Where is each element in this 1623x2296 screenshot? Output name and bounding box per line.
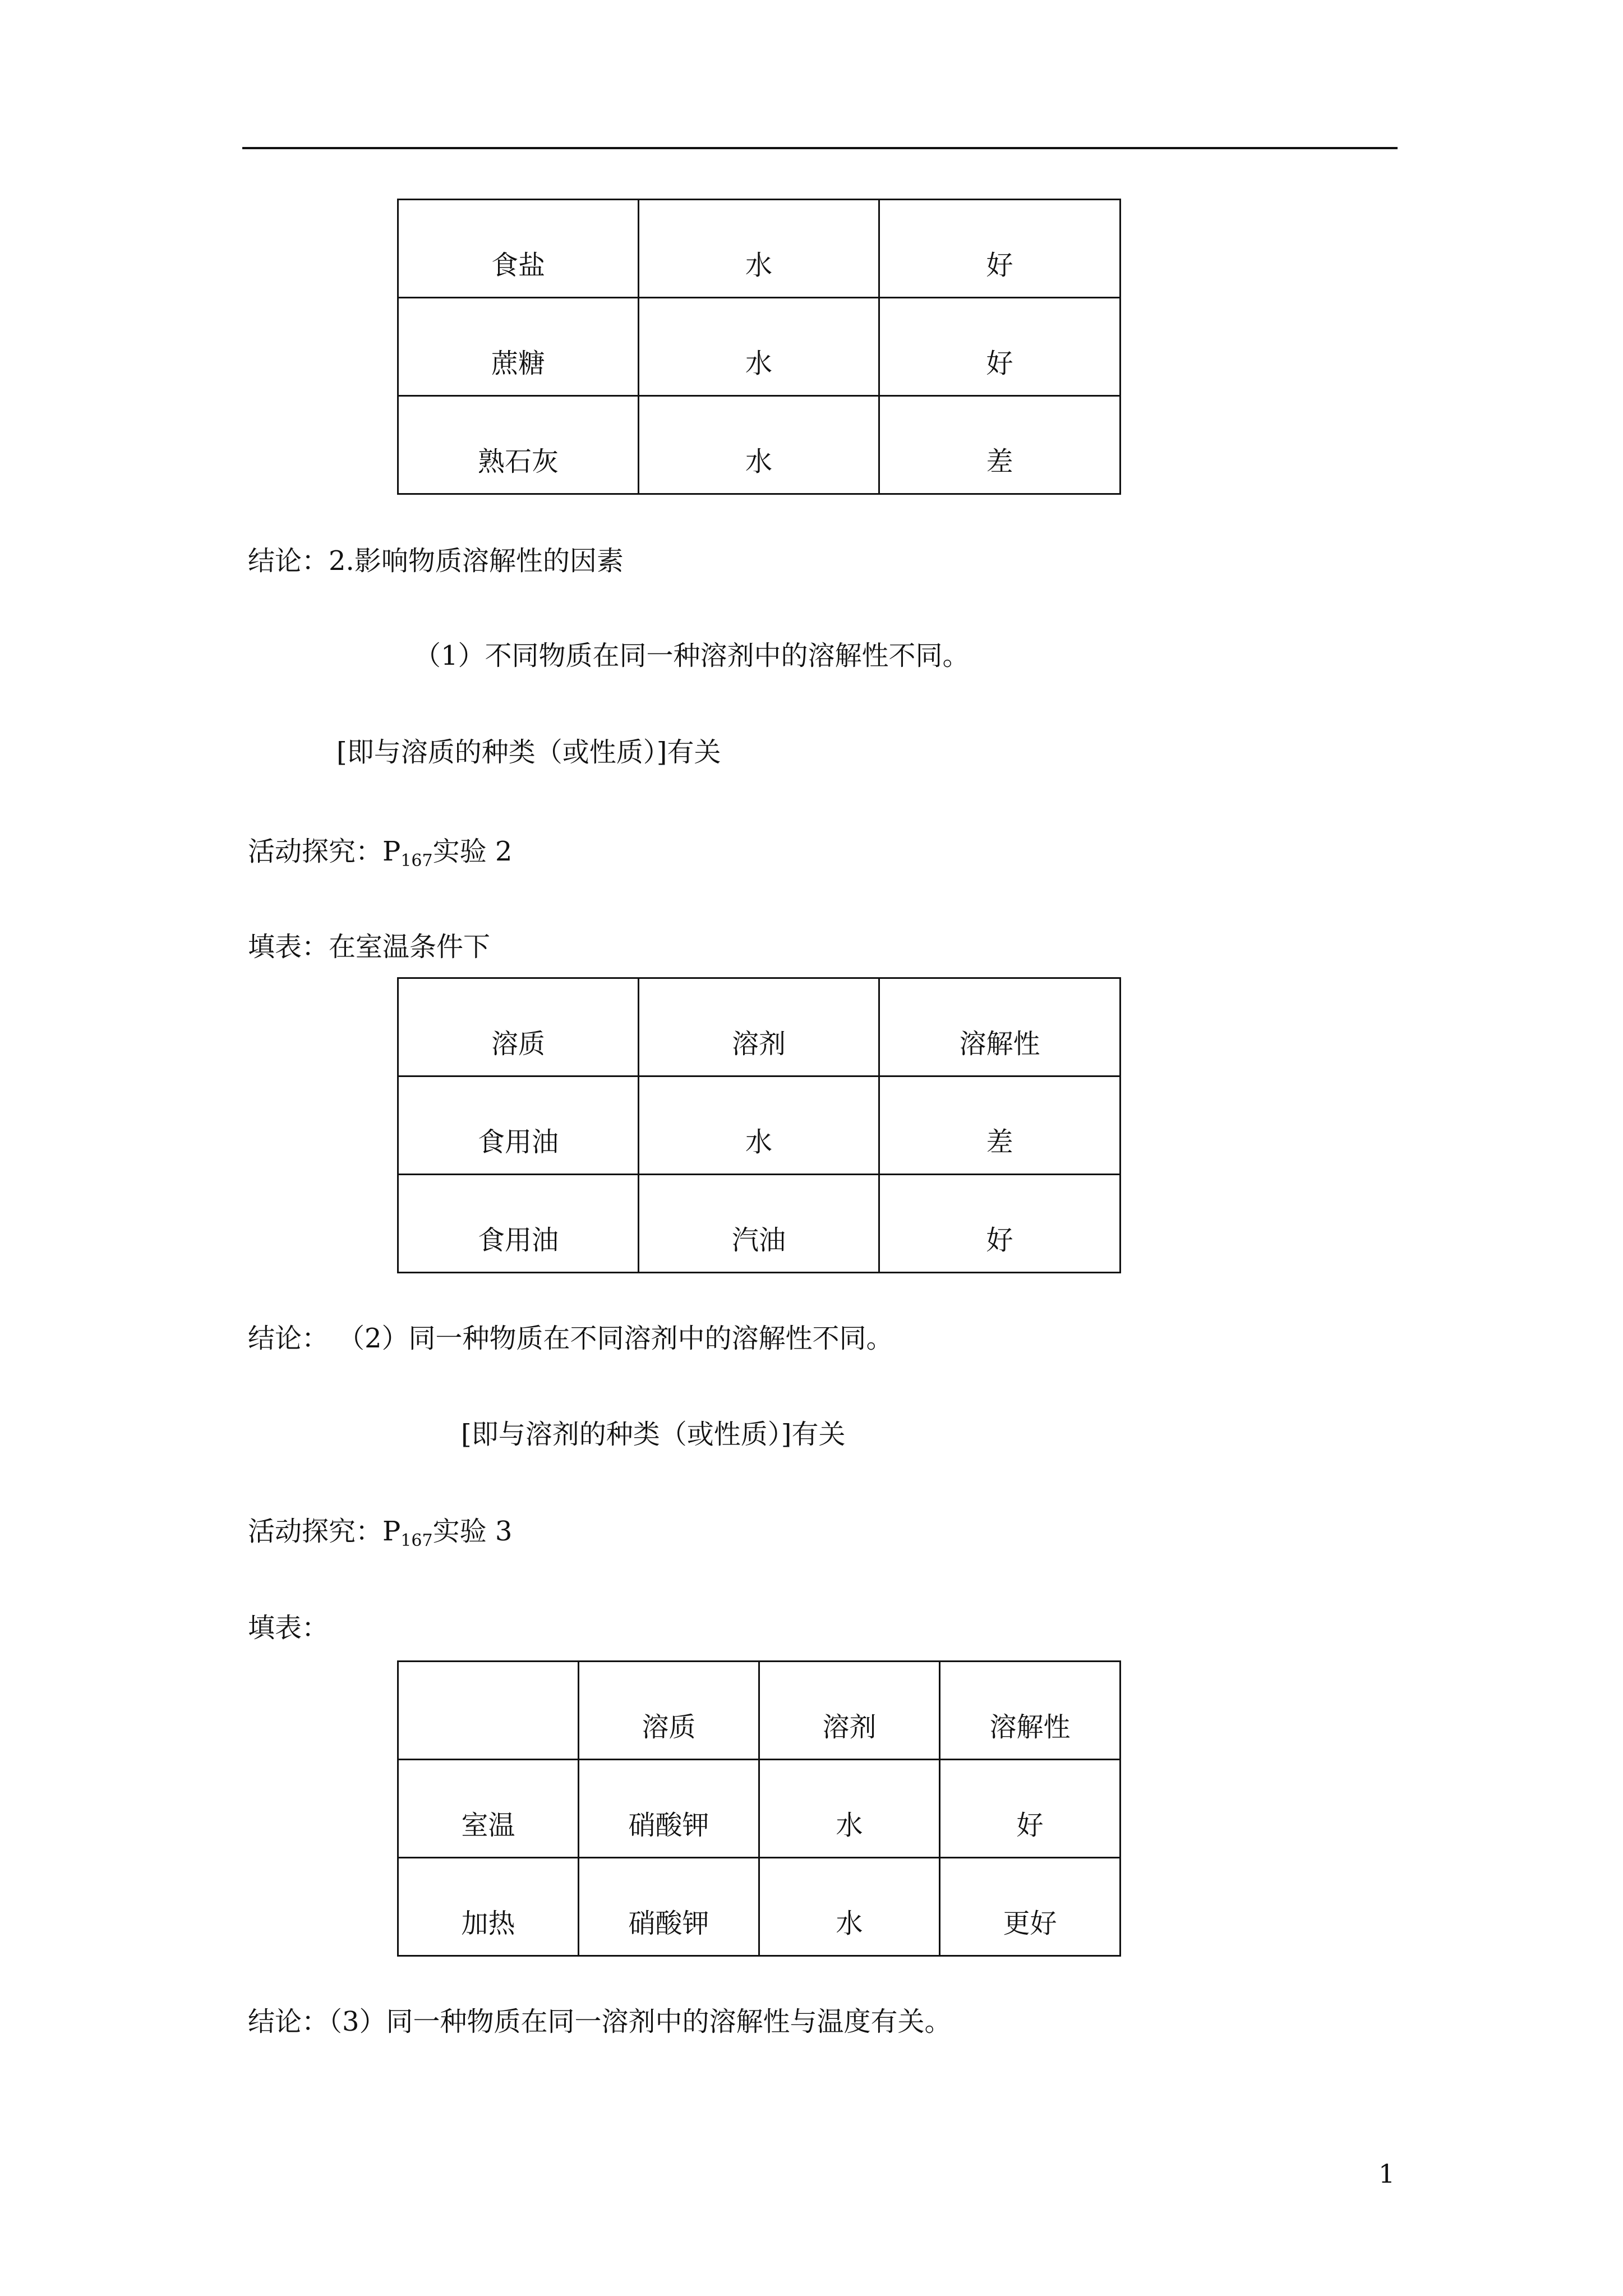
conclusion-3: [248, 2005, 952, 2039]
table-cell: 水: [759, 1760, 940, 1858]
table-header-cell: 溶解性: [879, 978, 1121, 1076]
solubility-table-1: [397, 199, 1121, 495]
table-row: [398, 1760, 1121, 1858]
table-cell: 水: [639, 1076, 879, 1175]
conclusion-text: 2.影响物质溶解性的因素: [329, 545, 624, 577]
table-header-cell: 溶质: [398, 978, 639, 1076]
activity-page-subscript: 167: [400, 851, 433, 871]
activity-suffix: 实验 2: [432, 836, 513, 867]
table-cell: 好: [879, 200, 1121, 298]
note-1: [即与溶质的种类（或性质）]有关: [336, 737, 721, 768]
table-cell: 好: [879, 1175, 1121, 1273]
table-row: [398, 1858, 1121, 1956]
table-cell: 水: [759, 1858, 940, 1956]
conclusion-text: （3）同一种物质在同一溶剂中的溶解性与温度有关。: [329, 2006, 952, 2037]
table-row: [398, 1076, 1121, 1175]
table-header-cell: [398, 1662, 579, 1760]
conclusion-prefix: 结论：: [248, 2006, 329, 2037]
activity-suffix: 实验 3: [432, 1516, 513, 1547]
table-row: [398, 1175, 1121, 1273]
activity-prefix: 活动探究：P: [248, 836, 401, 867]
table-cell: 好: [879, 298, 1121, 396]
table-header-cell: 溶剂: [759, 1662, 940, 1760]
table-cell: 水: [639, 298, 879, 396]
fill-table-2: 填表：在室温条件下: [248, 931, 491, 963]
table-row: [398, 298, 1121, 396]
table-cell: 蔗糖: [398, 298, 639, 396]
table-header-cell: 溶剂: [639, 978, 879, 1076]
table-cell: 好: [940, 1760, 1121, 1858]
table-row: [398, 200, 1121, 298]
table-cell: 加热: [398, 1858, 579, 1956]
note-2: [即与溶剂的种类（或性质）]有关: [461, 1419, 846, 1450]
table-cell: 熟石灰: [398, 396, 639, 494]
activity-page-subscript: 167: [400, 1531, 433, 1550]
table-cell: 食用油: [398, 1175, 639, 1273]
solubility-table-2: [397, 977, 1121, 1273]
activity-3: [248, 1515, 512, 1558]
activity-prefix: 活动探究：P: [248, 1516, 401, 1547]
table-cell: 差: [879, 396, 1121, 494]
table-header-cell: 溶质: [579, 1662, 759, 1760]
conclusion-1: [248, 544, 624, 578]
table-cell: 硝酸钾: [579, 1760, 759, 1858]
table-cell: 硝酸钾: [579, 1858, 759, 1956]
table-cell: 水: [639, 396, 879, 494]
page-number: 1: [1378, 2159, 1395, 2189]
table-cell: 食盐: [398, 200, 639, 298]
activity-2: [248, 835, 512, 878]
table-header-row: [398, 978, 1121, 1076]
conclusion-text: （2）同一种物质在不同溶剂中的溶解性不同。: [351, 1323, 893, 1354]
table-cell: 食用油: [398, 1076, 639, 1175]
table-cell: 更好: [940, 1858, 1121, 1956]
fill-table-3: 填表：: [248, 1612, 329, 1644]
table-cell: 汽油: [639, 1175, 879, 1273]
table-header-row: [398, 1662, 1121, 1760]
solubility-table-3: [397, 1660, 1121, 1957]
table-header-cell: 溶解性: [940, 1662, 1121, 1760]
point-1: （1）不同物质在同一种溶剂中的溶解性不同。: [414, 640, 970, 671]
conclusion-prefix: 结论：: [248, 1323, 329, 1354]
table-row: [398, 396, 1121, 494]
conclusion-prefix: 结论：: [248, 545, 329, 577]
table-cell: 室温: [398, 1760, 579, 1858]
table-cell: 水: [639, 200, 879, 298]
header-rule: [242, 147, 1398, 149]
conclusion-2: [248, 1322, 893, 1355]
table-cell: 差: [879, 1076, 1121, 1175]
